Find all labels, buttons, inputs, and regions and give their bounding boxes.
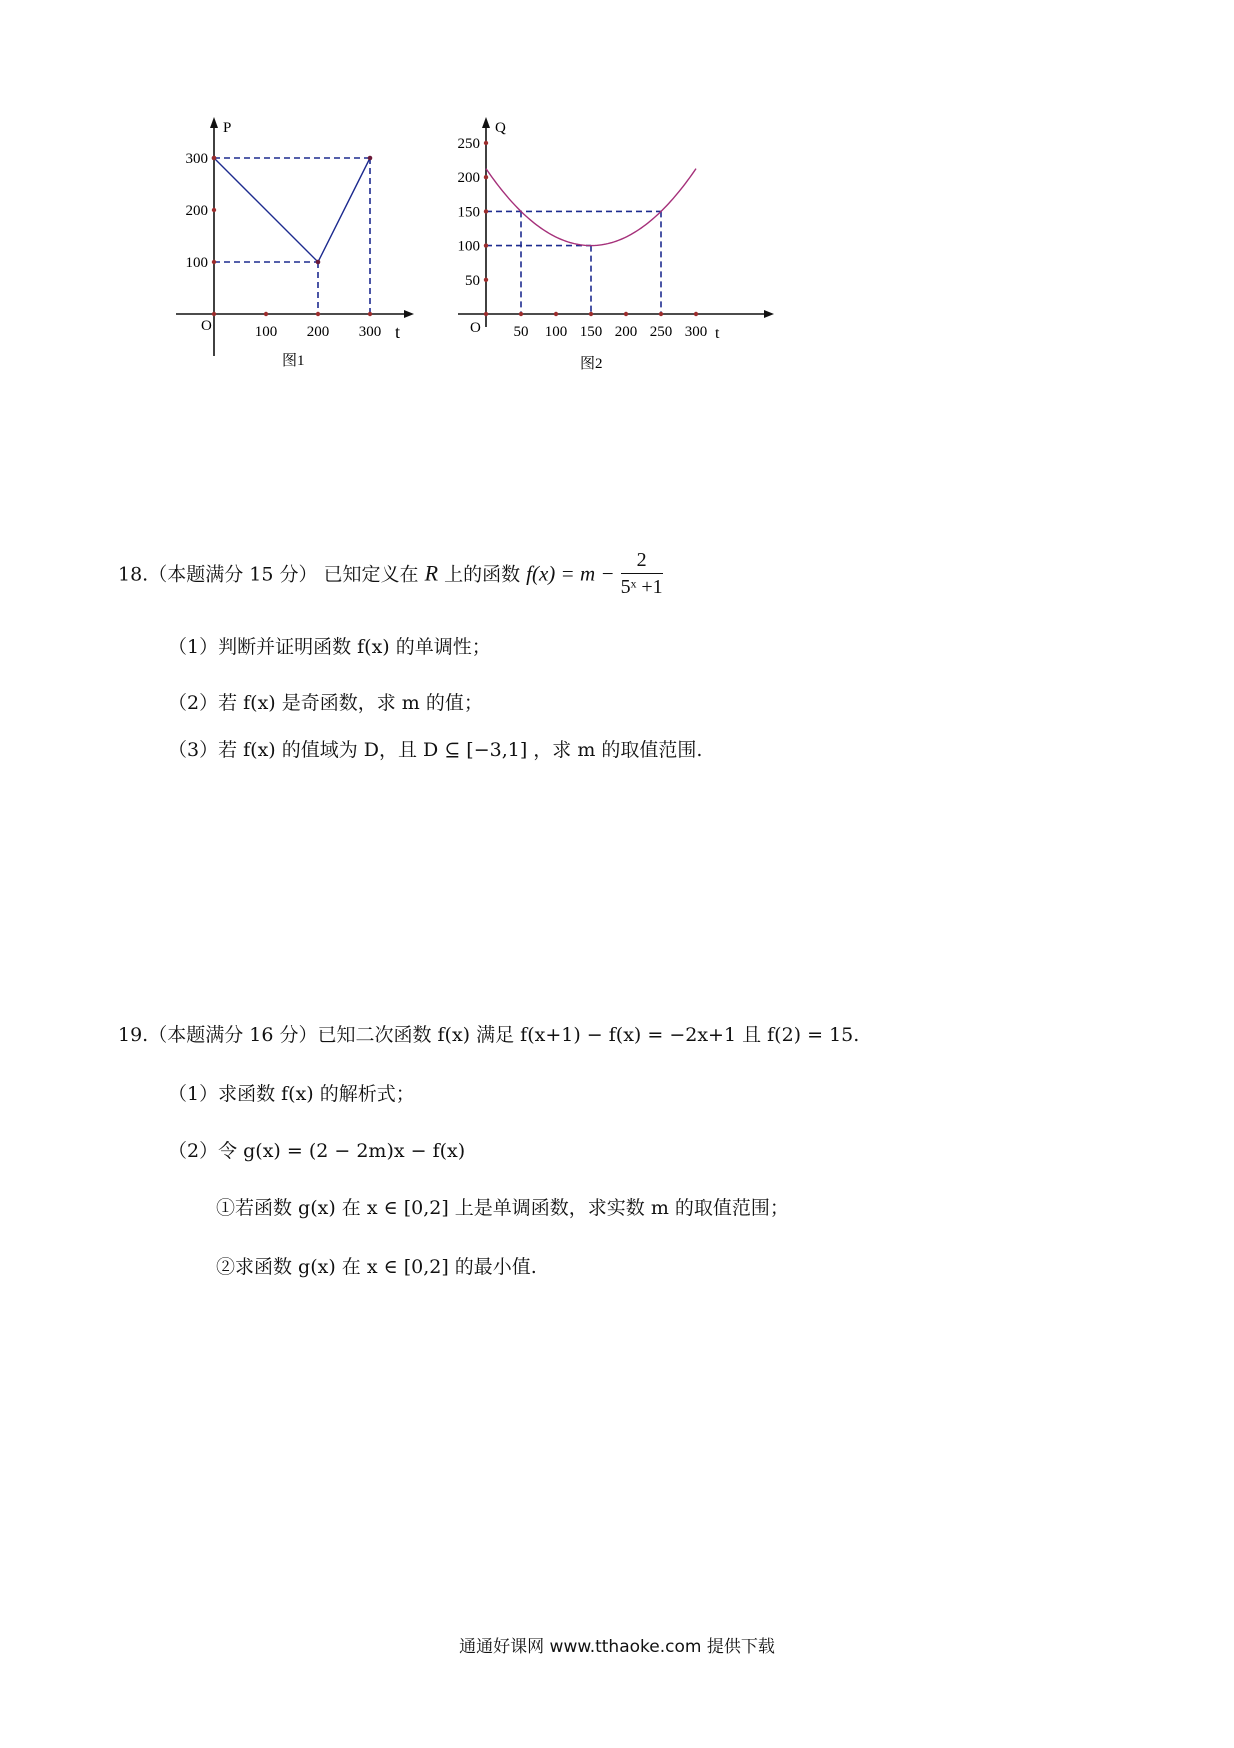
y-tick-label: 200 xyxy=(457,170,480,187)
q18-item-label: （3） xyxy=(168,739,219,761)
q19-subitem-label: ② xyxy=(216,1256,236,1278)
y-tick-label: 250 xyxy=(457,136,480,152)
x-tick-mark xyxy=(659,312,663,316)
y-tick-label: 50 xyxy=(465,272,480,289)
y-axis-arrow-icon xyxy=(210,117,218,128)
origin-mark xyxy=(212,312,216,316)
x-tick-label: 50 xyxy=(513,324,529,340)
y-axis-label: Q xyxy=(495,120,506,136)
q18-item-text: 判断并证明函数 f(x) 的单调性； xyxy=(218,636,491,658)
q19-subitem-text: 求函数 g(x) 在 x ∈ [0,2] 的最小值. xyxy=(235,1256,537,1278)
x-axis-label: t xyxy=(715,325,720,342)
x-tick-mark xyxy=(554,312,558,316)
y-tick-mark xyxy=(484,141,488,145)
y-tick-mark xyxy=(484,209,488,213)
y-tick-label: 300 xyxy=(185,151,208,167)
footer-source: 通通好课网 www.tthaoke.com 提供下载 xyxy=(459,1637,775,1657)
q19-text: 已知二次函数 f(x) 满足 f(x+1) − f(x) = −2x+1 且 f(2) = 15. xyxy=(317,1024,860,1046)
x-tick-mark xyxy=(519,312,523,316)
series-line xyxy=(214,158,370,262)
y-axis-arrow-icon xyxy=(482,117,490,128)
q18-score: （本题满分 15 分） xyxy=(148,563,318,586)
y-tick-mark xyxy=(484,278,488,282)
q19-item xyxy=(168,1142,465,1161)
q18-fraction xyxy=(621,550,663,597)
x-tick-label: 100 xyxy=(544,324,568,340)
y-tick-mark xyxy=(212,260,216,264)
x-tick-mark xyxy=(694,312,698,316)
y-tick-label: 200 xyxy=(185,203,208,219)
q19-score: （本题满分 16 分） xyxy=(148,1024,318,1046)
x-tick-label: 100 xyxy=(254,324,278,340)
q18-function-def: f(x) = m − xyxy=(526,561,615,586)
q18-number: 18. xyxy=(118,563,149,586)
q18-item xyxy=(168,694,483,713)
figure-2 xyxy=(450,112,800,382)
figure-caption: 图1 xyxy=(282,353,305,369)
y-tick-label: 100 xyxy=(457,238,480,255)
q18-domain-symbol: R xyxy=(424,560,439,586)
q18-lead: 已知定义在 xyxy=(323,563,419,586)
q19-number: 19. xyxy=(118,1024,149,1046)
y-tick-mark xyxy=(212,156,216,160)
x-tick-mark xyxy=(624,312,628,316)
q19-header xyxy=(118,1026,859,1045)
q18-fraction-denominator: 5ˣ +1 xyxy=(620,576,663,598)
x-tick-label: 250 xyxy=(649,324,673,340)
y-tick-mark xyxy=(212,208,216,212)
x-tick-label: 300 xyxy=(684,324,708,340)
x-axis-arrow-icon xyxy=(764,310,774,318)
q18-item xyxy=(168,638,491,657)
q19-item-label: （2） xyxy=(168,1140,219,1162)
figure-1 xyxy=(170,112,430,382)
q19-item-text: 令 g(x) = (2 − 2m)x − f(x) xyxy=(218,1140,466,1162)
q18-item-text: 若 f(x) 是奇函数，求 m 的值； xyxy=(218,692,483,714)
x-tick-mark xyxy=(316,312,320,316)
q19-subitem xyxy=(216,1258,537,1277)
x-tick-mark xyxy=(589,312,593,316)
x-axis-label: t xyxy=(395,322,401,342)
y-tick-mark xyxy=(484,175,488,179)
q18-item-label: （1） xyxy=(168,636,219,658)
y-tick-label: 150 xyxy=(457,204,480,221)
x-tick-label: 300 xyxy=(358,324,382,340)
q19-subitem-label: ① xyxy=(216,1197,236,1219)
q19-item xyxy=(168,1085,415,1104)
q19-item-label: （1） xyxy=(168,1083,219,1105)
x-tick-label: 150 xyxy=(579,324,603,340)
origin-label: O xyxy=(201,318,212,334)
q18-item xyxy=(168,741,702,760)
q18-on: 上的函数 xyxy=(444,563,521,586)
x-tick-mark xyxy=(368,312,372,316)
x-tick-label: 200 xyxy=(614,324,638,340)
x-axis-arrow-icon xyxy=(404,310,414,318)
y-axis-label: P xyxy=(223,120,232,136)
q19-subitem-text: 若函数 g(x) 在 x ∈ [0,2] 上是单调函数，求实数 m 的取值范围； xyxy=(235,1197,789,1219)
x-tick-mark xyxy=(264,312,268,316)
data-point xyxy=(316,260,321,265)
origin-mark xyxy=(484,312,488,316)
q19-item-text: 求函数 f(x) 的解析式； xyxy=(218,1083,415,1105)
figure-caption: 图2 xyxy=(580,356,603,372)
data-point xyxy=(368,156,373,161)
q18-item-text: 若 f(x) 的值域为 D，且 D ⊆ [−3,1] ，求 m 的取值范围. xyxy=(218,739,703,761)
q18-header xyxy=(118,549,663,599)
series-curve xyxy=(486,169,696,246)
y-tick-mark xyxy=(484,243,488,247)
x-tick-label: 200 xyxy=(306,324,330,340)
q18-item-label: （2） xyxy=(168,692,219,714)
q19-subitem xyxy=(216,1199,789,1218)
q18-fraction-numerator: 2 xyxy=(621,550,663,574)
y-tick-label: 100 xyxy=(185,255,208,271)
origin-label: O xyxy=(470,320,481,336)
